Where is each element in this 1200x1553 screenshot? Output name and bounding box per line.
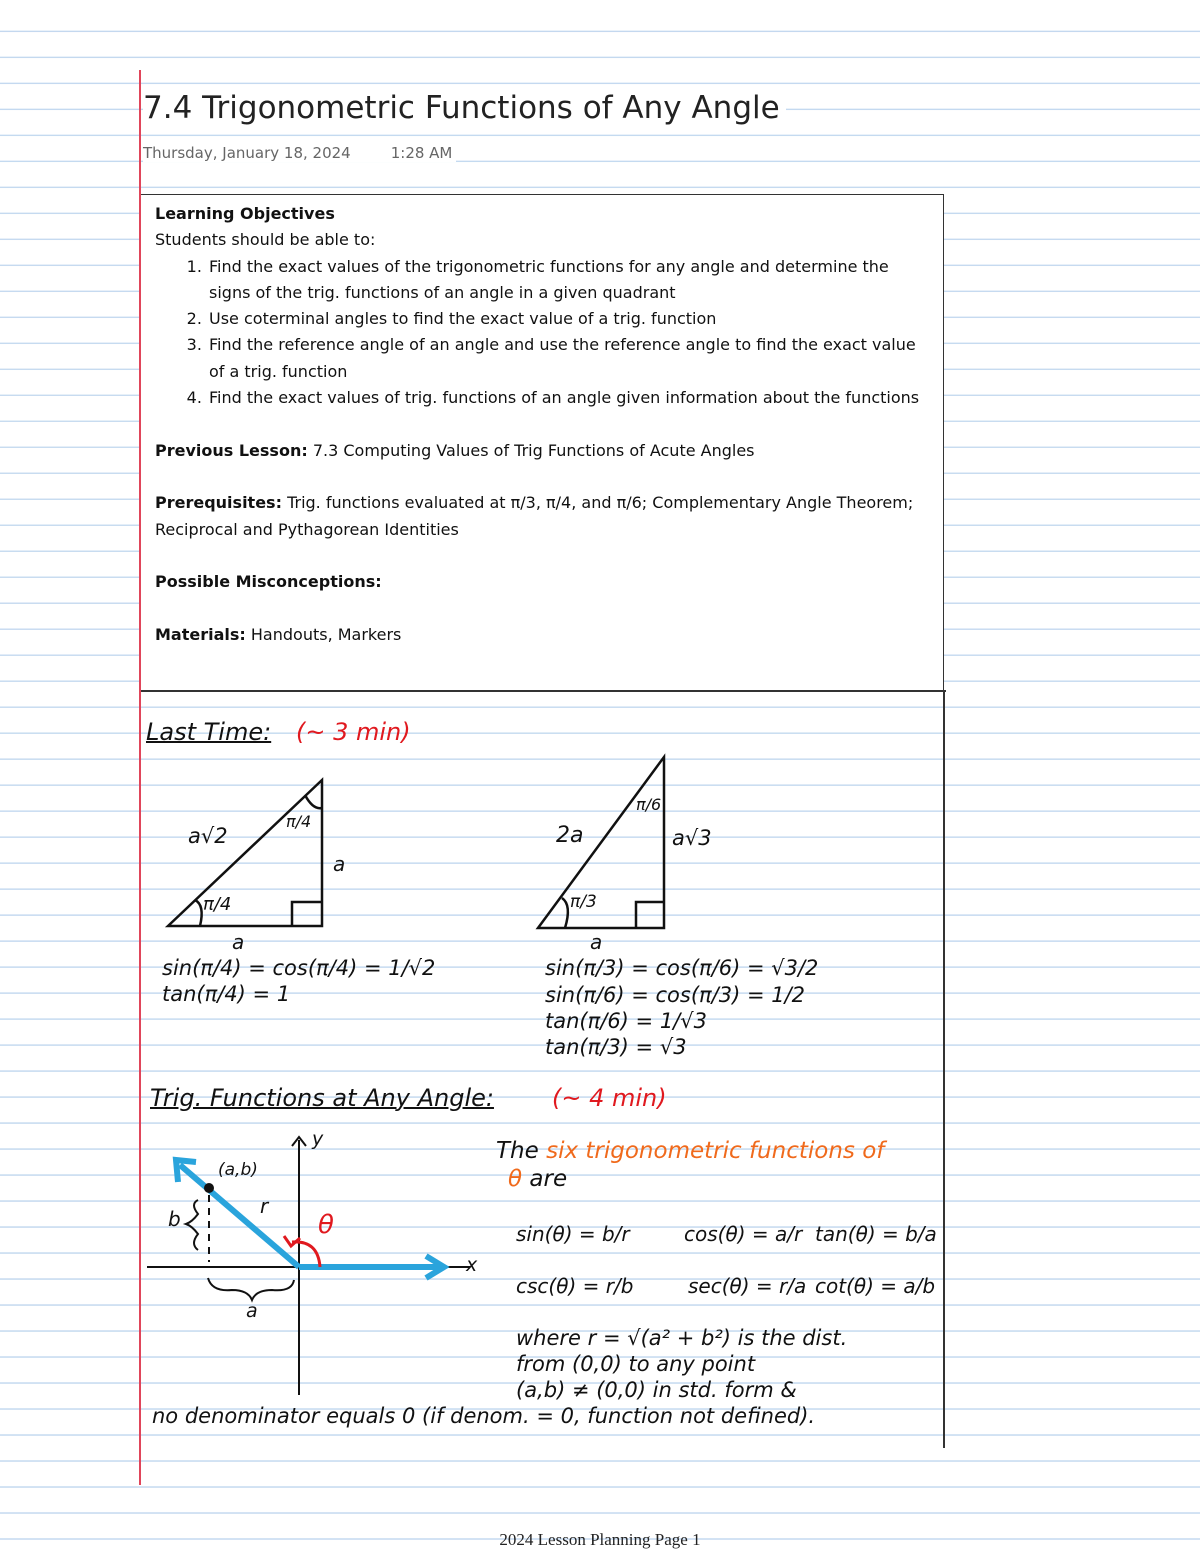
tri1-side-label: a — [333, 852, 346, 876]
where-line-1: where r = √(a² + b²) is the dist. — [516, 1326, 848, 1350]
eq-sin-pi6: sin(π/6) = cos(π/3) = 1/2 — [545, 983, 806, 1007]
eq-tan-pi6: tan(π/6) = 1/√3 — [545, 1009, 708, 1033]
last-time-heading: Last Time: — [146, 718, 272, 746]
objective-item: 3. Find the reference angle of an angle and use the reference angle to find the exact value of a trig. function — [207, 332, 925, 385]
where-line-2: from (0,0) to any point — [516, 1352, 756, 1376]
eq-tan-pi3: tan(π/3) = √3 — [545, 1035, 687, 1059]
eq-tan-pi4: tan(π/4) = 1 — [162, 982, 291, 1006]
where-line-3: (a,b) ≠ (0,0) in std. form & — [516, 1378, 797, 1402]
graph-point-label: (a,b) — [218, 1160, 258, 1180]
coordinate-graph — [147, 1137, 470, 1395]
tri1-base-label: a — [232, 930, 245, 954]
def-sin: sin(θ) = b/r — [516, 1222, 630, 1246]
tri1-top-angle: π/4 — [286, 812, 312, 831]
objectives-intro: Students should be able to: — [155, 230, 376, 250]
objective-item: 1. Find the exact values of the trigonometric functions for any angle and determine the signs of the trig. functions of an angle in a given quadrant — [207, 254, 925, 307]
objective-item: 4. Find the exact values of trig. functions of an angle given information about the functions — [207, 385, 925, 411]
page-title: 7.4 Trigonometric Functions of Any Angle — [143, 90, 786, 126]
graph-a-label: a — [246, 1300, 258, 1322]
last-time-duration: (~ 3 min) — [296, 718, 411, 746]
def-cot: cot(θ) = a/b — [815, 1274, 936, 1298]
eq-sin-pi3: sin(π/3) = cos(π/6) = √3/2 — [545, 956, 819, 980]
definition-intro-2: θ are — [508, 1166, 568, 1192]
tri1-base-angle: π/4 — [203, 894, 232, 915]
objectives-heading: Learning Objectives — [155, 204, 335, 223]
graph-theta-label: θ — [318, 1210, 334, 1240]
def-sec: sec(θ) = r/a — [688, 1274, 807, 1298]
previous-lesson: Previous Lesson: 7.3 Computing Values of Trig Functions of Acute Angles — [155, 440, 755, 460]
page-footer: 2024 Lesson Planning Page 1 — [499, 1530, 701, 1549]
triangle-pi4 — [168, 780, 322, 926]
page-date: Thursday, January 18, 2024 — [143, 144, 351, 162]
graph-y-label: y — [312, 1128, 324, 1150]
materials: Materials: Handouts, Markers — [155, 624, 402, 644]
prerequisites: Prerequisites: Trig. functions evaluated at π/3, π/4, and π/6; Complementary Angle Theorem; Reciprocal and Pythagorean Identities — [155, 493, 914, 539]
definition-intro: The six trigonometric functions of — [496, 1138, 885, 1164]
misconceptions: Possible Misconceptions: — [155, 572, 382, 592]
def-csc: csc(θ) = r/b — [516, 1274, 634, 1298]
no-denominator-note: no denominator equals 0 (if denom. = 0, function not defined). — [152, 1404, 816, 1428]
tri2-base-angle: π/3 — [570, 892, 597, 912]
graph-x-label: x — [466, 1254, 478, 1276]
graph-r-label: r — [260, 1194, 269, 1218]
tri2-hyp-label: 2a — [556, 823, 584, 848]
graph-b-label: b — [168, 1207, 181, 1231]
page-time: 1:28 AM — [390, 144, 453, 162]
tri1-hyp-label: a√2 — [188, 824, 228, 848]
tri2-base-label: a — [590, 930, 603, 954]
eq-sin-pi4: sin(π/4) = cos(π/4) = 1/√2 — [162, 956, 436, 980]
any-angle-duration: (~ 4 min) — [552, 1084, 667, 1112]
tri2-top-angle: π/6 — [636, 795, 662, 814]
any-angle-heading: Trig. Functions at Any Angle: — [150, 1084, 494, 1112]
def-cos: cos(θ) = a/r — [684, 1222, 803, 1246]
objective-item: 2. Use coterminal angles to find the exact value of a trig. function — [207, 306, 925, 332]
tri2-side-label: a√3 — [672, 826, 712, 850]
def-tan: tan(θ) = b/a — [815, 1222, 937, 1246]
